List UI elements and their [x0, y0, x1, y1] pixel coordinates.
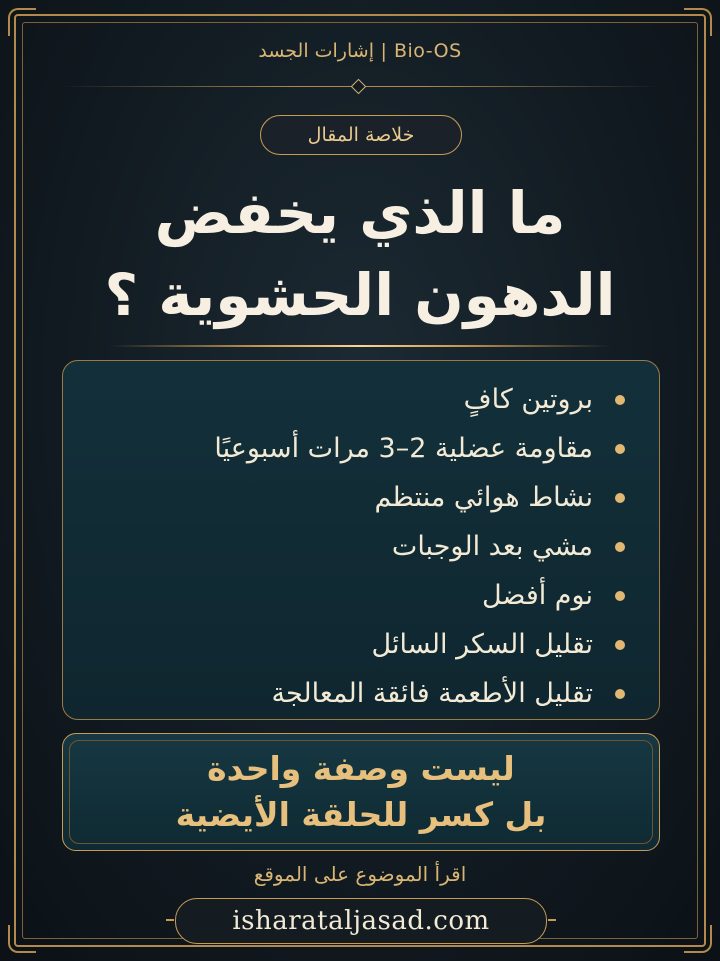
list-item-text: مشي بعد الوجبات [391, 531, 593, 562]
bullet-dot-icon [615, 640, 625, 650]
page-title [40, 172, 680, 336]
list-item [93, 669, 629, 718]
title-divider-glow [110, 345, 610, 347]
corner-ornament-top-left [8, 8, 36, 36]
list-item [93, 522, 629, 571]
list-item-text: نوم أفضل [481, 580, 593, 611]
bullet-dot-icon [615, 542, 625, 552]
list-item [93, 620, 629, 669]
title-line-1: ما الذي يخفض [154, 179, 566, 247]
list-item [93, 375, 629, 424]
takeaway-line-1: ليست وصفة واحدة [207, 749, 515, 788]
list-item-text: تقليل الأطعمة فائقة المعالجة [271, 678, 593, 709]
summary-badge: خلاصة المقال [260, 115, 462, 155]
corner-ornament-bottom-left [8, 925, 36, 953]
website-url[interactable]: isharataljasad.com [232, 906, 490, 936]
list-item [93, 473, 629, 522]
bullet-dot-icon [615, 395, 625, 405]
website-link[interactable] [175, 898, 547, 944]
list-item [93, 571, 629, 620]
bullet-dot-icon [615, 591, 625, 601]
list-item-text: تقليل السكر السائل [371, 629, 593, 660]
bullet-dot-icon [615, 493, 625, 503]
list-item-text: مقاومة عضلية 2–3 مرات أسبوعيًا [214, 433, 593, 464]
list-item [93, 424, 629, 473]
read-more-caption: اقرأ الموضوع على الموقع [253, 862, 467, 886]
takeaway-line-2: بل كسر للحلقة الأيضية [175, 795, 547, 834]
title-line-2: الدهون الحشوية ؟ [104, 261, 616, 329]
link-ornament-left [166, 919, 174, 921]
tips-list [63, 361, 659, 718]
corner-ornament-bottom-right [684, 925, 712, 953]
list-item-text: بروتين كافٍ [463, 384, 593, 415]
tips-panel [62, 360, 660, 720]
bullet-dot-icon [615, 689, 625, 699]
bullet-dot-icon [615, 444, 625, 454]
takeaway-box [62, 733, 660, 851]
corner-ornament-top-right [684, 8, 712, 36]
header-divider [60, 80, 660, 94]
brand-header: Bio-OS | إشارات الجسد [258, 40, 462, 62]
diamond-icon [351, 79, 367, 95]
link-ornament-right [548, 919, 556, 921]
list-item-text: نشاط هوائي منتظم [374, 482, 593, 513]
